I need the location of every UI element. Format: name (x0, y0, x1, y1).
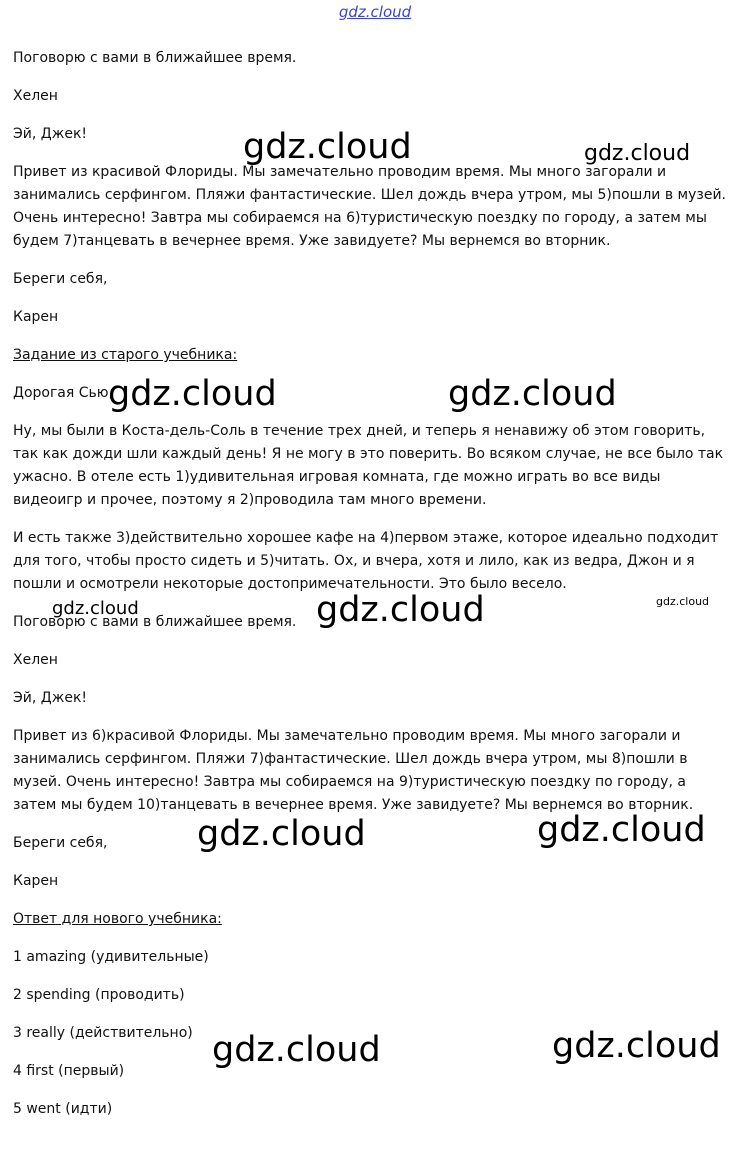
paragraph: И есть также 3)действительно хорошее кафе на 4)первом этаже, которое идеально подходит для того, чтобы просто сидеть и 5)читать. Ох, и вчера, хотя и лило, как из ведра, Джон и я пошли и осмотрели некоторые достопримечательности. Это было весело. (13, 530, 719, 592)
section-heading: Ответ для нового учебника: (13, 911, 222, 927)
watermark: gdz.cloud (448, 374, 617, 414)
watermark: gdz.cloud (212, 1030, 381, 1070)
paragraph: Береги себя, (13, 271, 108, 287)
answer-item: 3 really (действительно) (13, 1025, 193, 1041)
watermark: gdz.cloud (316, 590, 485, 630)
paragraph: Ну, мы были в Коста-дель-Соль в течение трех дней, и теперь я ненавижу об этом говорить, так как дожди шли каждый день! Я не могу в это поверить. Во всяком случае, не все было так ужасно. В отеле есть 1)удивительная игровая комната, где можно играть во все виды видеоигр и прочее, поэтому я 2)проводила там много времени. (13, 423, 724, 508)
paragraph: Поговорю с вами в ближайшее время. (13, 614, 297, 630)
paragraph: Карен (13, 309, 59, 325)
watermark: gdz.cloud (108, 374, 277, 414)
watermark: gdz.cloud (537, 810, 706, 850)
watermark: gdz.cloud (52, 598, 139, 619)
section-heading: Задание из старого учебника: (13, 347, 238, 363)
paragraph: Карен (13, 873, 59, 889)
site-logo[interactable]: gdz.cloud (338, 3, 412, 21)
document-body (13, 47, 733, 1136)
paragraph: Эй, Джек! (13, 690, 88, 706)
paragraph: Дорогая Сью, (13, 385, 114, 401)
paragraph: Привет из красивой Флориды. Мы замечательно проводим время. Мы много загорали и занимались серфингом. Пляжи фантастические. Шел дождь вчера утром, мы 5)пошли в музей. Очень интересно! Завтра мы собираемся на 6)туристическую поездку по городу, а затем мы будем 7)танцевать в вечернее время. Уже завидуете? Мы вернемся во вторник. (13, 164, 727, 249)
watermark: gdz.cloud (552, 1026, 721, 1066)
paragraph: Береги себя, (13, 835, 108, 851)
paragraph: Эй, Джек! (13, 126, 88, 142)
answer-item: 4 first (первый) (13, 1063, 125, 1079)
watermark: gdz.cloud (584, 141, 691, 166)
paragraph: Поговорю с вами в ближайшее время. (13, 50, 297, 66)
paragraph: Привет из 6)красивой Флориды. Мы замечательно проводим время. Мы много загорали и занимались серфингом. Пляжи 7)фантастические. Шел дождь вчера утром, мы 8)пошли в музей. Очень интересно! Завтра мы собираемся на 9)туристическую поездку по городу, а затем мы будем 10)танцевать в вечернее время. Уже завидуете? Мы вернемся во вторник. (13, 728, 694, 813)
watermark: gdz.cloud (243, 127, 412, 167)
answer-item: 5 went (идти) (13, 1101, 113, 1117)
paragraph: Хелен (13, 652, 58, 668)
paragraph: Хелен (13, 88, 58, 104)
watermark: gdz.cloud (656, 595, 710, 608)
answer-item: 1 amazing (удивительные) (13, 949, 209, 965)
watermark: gdz.cloud (197, 814, 366, 854)
answer-item: 2 spending (проводить) (13, 987, 185, 1003)
